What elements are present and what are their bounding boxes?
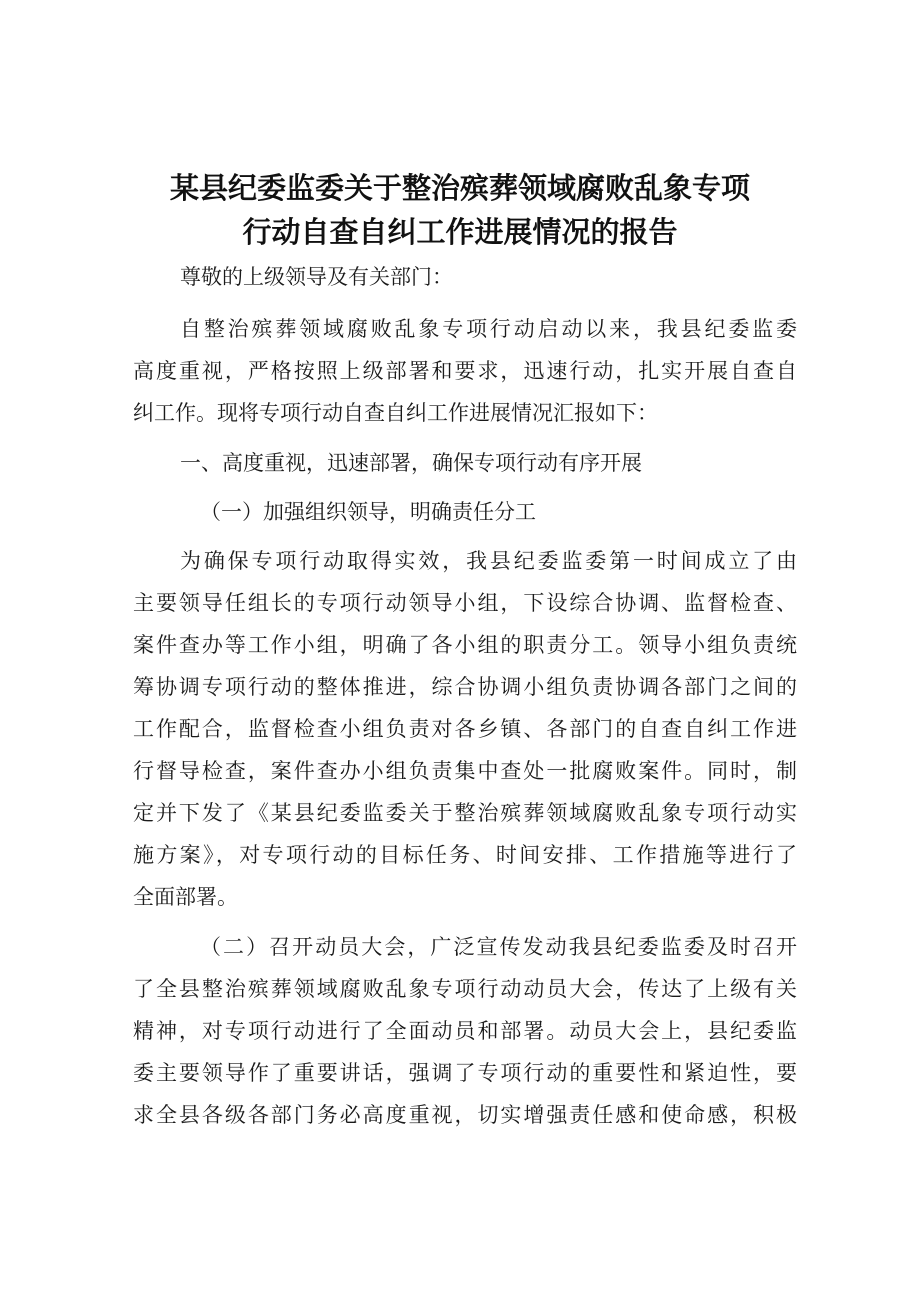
paragraph-intro-line-3: 纠工作。现将专项行动自查自纠工作进展情况汇报如下：: [133, 401, 658, 425]
paragraph-1-line-4: 筹协调专项行动的整体推进，综合协调小组负责协调各部门之间的: [133, 675, 797, 699]
salutation: 尊敬的上级领导及有关部门：: [180, 265, 453, 289]
paragraph-1-line-9: 全面部署。: [133, 885, 238, 909]
paragraph-1-line-8: 施方案》，对专项行动的目标任务、时间安排、工作措施等进行了: [133, 843, 797, 867]
paragraph-1-line-7: 定并下发了《某县纪委监委关于整治殡葬领域腐败乱象专项行动实: [133, 801, 797, 825]
paragraph-2-line-1: （二）召开动员大会，广泛宣传发动我县纪委监委及时召开: [200, 935, 797, 959]
subsection-heading-1: （一）加强组织领导，明确责任分工: [200, 500, 536, 524]
paragraph-1-line-6: 行督导检查，案件查办小组负责集中查处一批腐败案件。同时，制: [133, 759, 797, 783]
paragraph-2-line-3: 精神，对专项行动进行了全面动员和部署。动员大会上，县纪委监: [133, 1019, 797, 1043]
paragraph-intro-line-1: 自整治殡葬领域腐败乱象专项行动启动以来，我县纪委监委: [180, 317, 797, 341]
document-title-line-2: 行动自查自纠工作进展情况的报告: [242, 215, 678, 249]
paragraph-1-line-2: 主要领导任组长的专项行动领导小组，下设综合协调、监督检查、: [133, 591, 797, 615]
document-title-line-1: 某县纪委监委关于整治殡葬领域腐败乱象专项: [169, 171, 750, 205]
paragraph-2-line-2: 了全县整治殡葬领域腐败乱象专项行动动员大会，传达了上级有关: [133, 977, 797, 1001]
paragraph-1-line-5: 工作配合，监督检查小组负责对各乡镇、各部门的自查自纠工作进: [133, 717, 797, 741]
paragraph-intro-line-2: 高度重视，严格按照上级部署和要求，迅速行动，扎实开展自查自: [133, 359, 797, 383]
paragraph-1-line-1: 为确保专项行动取得实效，我县纪委监委第一时间成立了由: [180, 549, 797, 573]
paragraph-1-line-3: 案件查办等工作小组，明确了各小组的职责分工。领导小组负责统: [133, 633, 797, 657]
paragraph-2-line-5: 求全县各级各部门务必高度重视，切实增强责任感和使命感，积极: [133, 1103, 797, 1127]
paragraph-2-line-4: 委主要领导作了重要讲话，强调了专项行动的重要性和紧迫性，要: [133, 1061, 797, 1085]
section-heading-1: 一、高度重视，迅速部署，确保专项行动有序开展: [180, 451, 642, 475]
